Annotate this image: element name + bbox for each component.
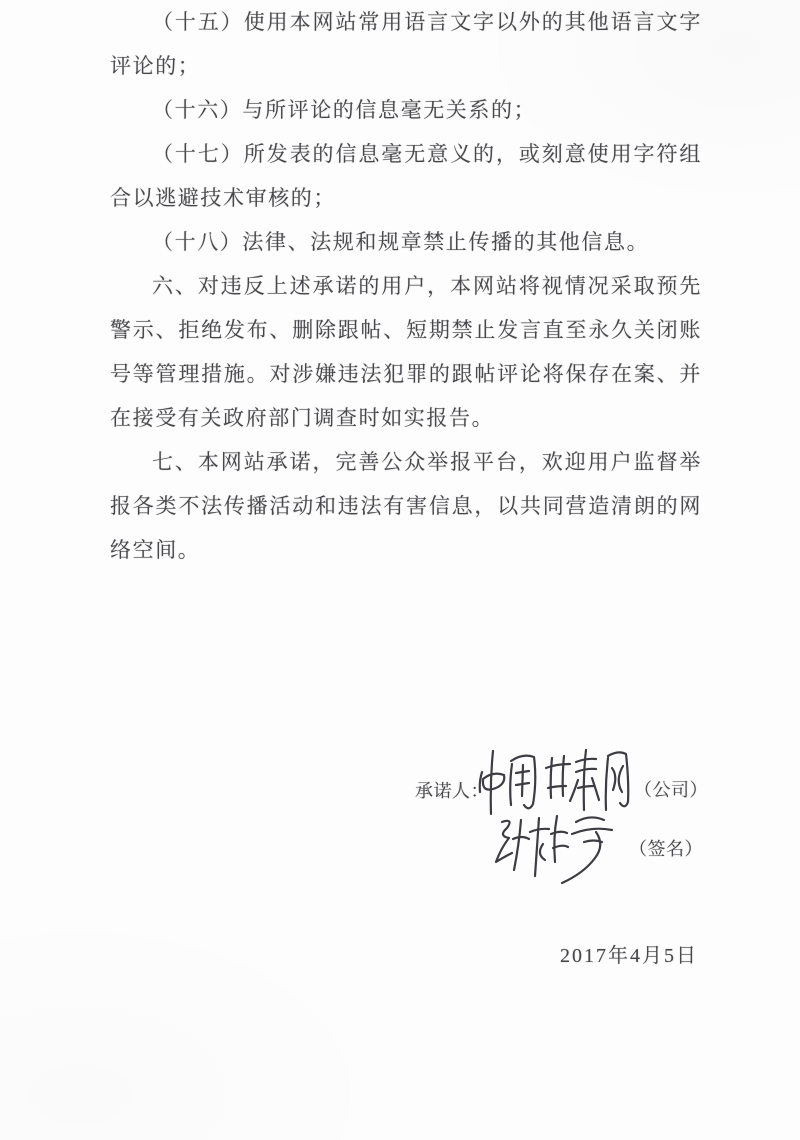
handwritten-company-name [478, 746, 636, 818]
document-date: 2017年4月5日 [560, 945, 698, 967]
paragraph-clause-6: 六、对违反上述承诺的用户，本网站将视情况采取预先警示、拒绝发布、删除跟帖、短期禁止发言直至永久关闭账号等管理措施。对涉嫌违法犯罪的跟帖评论将保存在案、并在接受有关政府部门调查时如实报告。 [110, 274, 702, 430]
paragraph-item-18: （十八）法律、法规和规章禁止传播的其他信息。 [152, 230, 650, 254]
document-body [110, 0, 702, 572]
paragraph-clause-7: 七、本网站承诺，完善公众举报平台，欢迎用户监督举报各类不法传播活动和违法有害信息，以共同营造清朗的网络空间。 [110, 450, 702, 562]
signature-suffix-label: （签名） [629, 839, 703, 859]
paragraph-item-17: （十七）所发表的信息毫无意义的，或刻意使用字符组合以逃避技术审核的； [110, 142, 702, 210]
company-suffix-label: （公司） [634, 780, 708, 800]
promisor-label: 承诺人： [415, 781, 489, 801]
paragraph-item-16: （十六）与所评论的信息毫无关系的； [152, 98, 537, 122]
paragraph-item-15: （十五）使用本网站常用语言文字以外的其他语言文字评论的； [110, 10, 702, 78]
handwritten-signature [494, 810, 632, 888]
